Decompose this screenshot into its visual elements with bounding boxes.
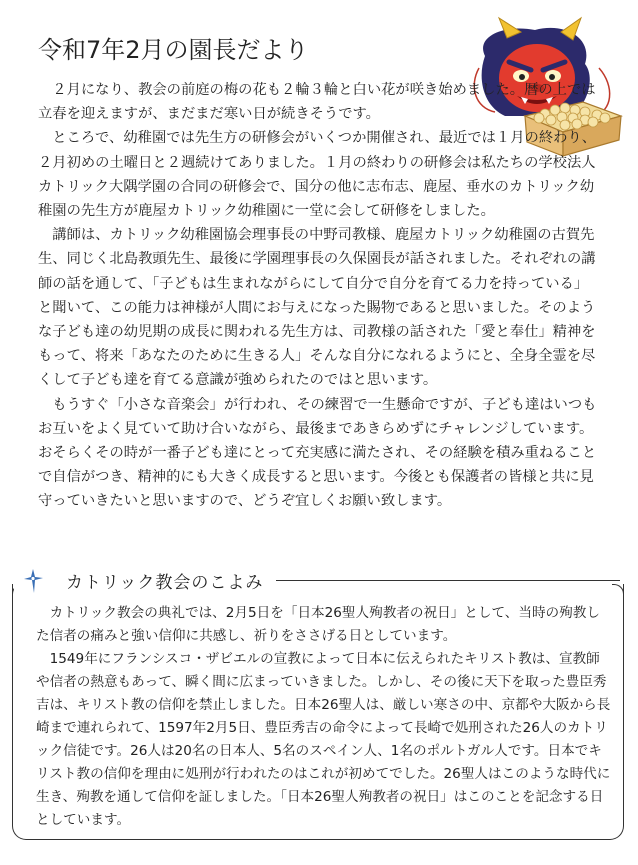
cross-icon [20, 568, 46, 594]
page-title: 令和7年2月の園長だより [38, 36, 309, 64]
section-divider [276, 580, 620, 581]
body-paragraph-3: 講師は、カトリック幼稚園協会理事長の中野司教様、鹿屋カトリック幼稚園の古賀先生、同じく北島教頭先生、最後に学園理事長の久保園長が話されました。それぞれの講師の話を通して、「子どもは生まれながらにして自分で自分を育てる力を持っている」と聞いて、この能力は神様が人間にお与えになった賜物であると思いました。そのような子ども達の幼児期の成長に関われる先生方は、司教様の話された「愛と奉仕」精神をもって、将来「あなたのために生きる人」そんな自分になれるようにと、全身全霊を尽くして子ども達を育てる意識が強められたのではと思います。 [38, 227, 596, 389]
calendar-section-body [36, 602, 612, 832]
body-paragraph-2: ところで、幼稚園では先生方の研修会がいくつか開催され、最近では１月の終わり、２月初めの土曜日と２週続けてありました。１月の終わりの研修会は私たちの学校法人カトリック大隅学園の合同の研修会で、国分の他に志布志、鹿屋、垂水のカトリック幼稚園の先生方が鹿屋カトリック幼稚園に一堂に会して研修をしました。 [38, 130, 597, 220]
newsletter-body [38, 78, 600, 514]
body-paragraph-4: もうすぐ「小さな音楽会」が行われ、その練習で一生懸命ですが、子ども達はいつもお互いをよく見ていて助け合いながら、最後まであきらめずにチャレンジしています。おそらくその時が一番子ども達にとって充実感に満たされ、その経験を積み重ねることで自信がつき、精神的にも大きく成長すると思います。今後とも保護者の皆様と共に見守っていきたいと思いますので、どうぞ宜しくお願い致します。 [38, 396, 597, 510]
section-paragraph-1: カトリック教会の典礼では、2月5日を「日本26聖人殉教者の祝日」として、当時の殉教した信者の痛みと強い信仰に共感し、祈りをささげる日としています。 [36, 605, 600, 644]
body-paragraph-1: ２月になり、教会の前庭の梅の花も２輪３輪と白い花が咲き始めました。暦の上では立春を迎えますが、まだまだ寒い日が続きそうです。 [38, 82, 596, 123]
section-title: カトリック教会のこよみ [66, 573, 264, 593]
section-header [14, 566, 624, 596]
section-paragraph-2: 1549年にフランシスコ・ザビエルの宣教によって日本に伝えられたキリスト教は、宣教師や信者の熱意もあって、瞬く間に広まっていきました。しかし、その後に天下を取った豊臣秀吉は、キリスト教の信仰を禁止しました。日本26聖人は、厳しい寒さの中、京都や大阪から長崎まで連れられて、1597年2月5日、豊臣秀吉の命令によって長崎で処刑された26人のカトリック信徒です。26人は20名の日本人、5名のスペイン人、1名のポルトガル人です。日本でキリスト教の信仰を理由に処刑が行われたのはこれが初めてでした。26聖人はこのような時代に生き、殉教を通して信仰を証しました。「日本26聖人殉教者の祝日」はこのことを記念する日としています。 [36, 651, 611, 828]
